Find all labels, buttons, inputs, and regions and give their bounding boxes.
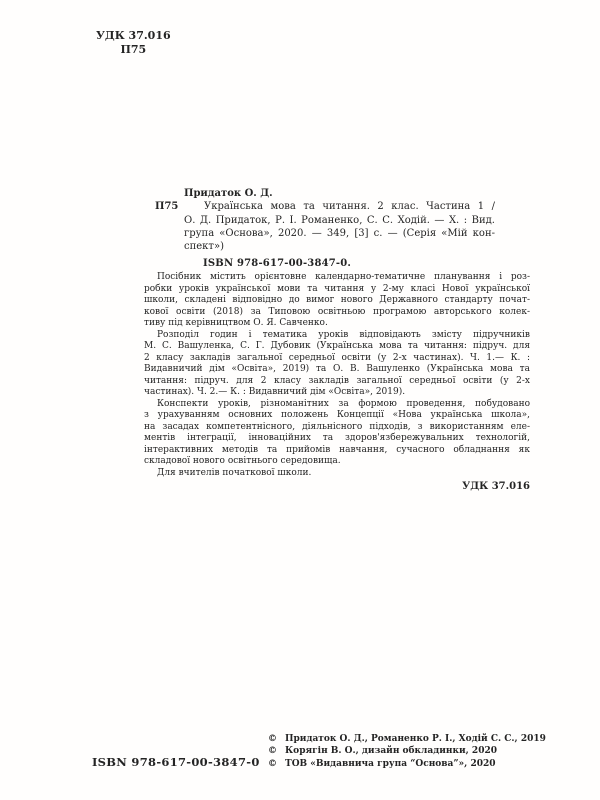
bibliographic-entry xyxy=(153,187,495,271)
annotation-line: робки уроків української мови та читання у 2-му класі Нової української xyxy=(144,283,530,294)
bib-line: група «Основа», 2020. — 349, [3] с. — (Серія «Мій кон- xyxy=(184,227,495,239)
copyright-icon: © xyxy=(268,746,277,757)
copyright-line xyxy=(268,758,546,770)
bib-description-lines xyxy=(184,200,495,253)
footer-isbn: ISBN 978-617-00-3847-0 xyxy=(92,755,260,769)
annotation-line: Конспекти уроків, різноманітних за формою проведення, побудовано xyxy=(157,398,530,409)
annotation-line: Для вчителів початкової школи. xyxy=(157,467,312,478)
annotation-line: на засадах компетентнісного, діяльнісного підходів, з використанням еле- xyxy=(144,421,530,432)
annotation-paragraph xyxy=(144,399,530,468)
bib-author-sign: П75 xyxy=(155,201,179,213)
udk-classification xyxy=(96,29,171,57)
annotation-line: ментів інтеграції, інноваційних та здоров'язбережувальних технологій, xyxy=(144,433,530,443)
annotation-line: тиву під керівництвом О. Я. Савченко. xyxy=(144,318,328,328)
annotation-line: складової нового освітнього середовища. xyxy=(144,456,341,466)
copyright-text: ТОВ «Видавнича група “Основа”», 2020 xyxy=(285,758,496,769)
copyright-line xyxy=(268,745,546,757)
copyright-icon: © xyxy=(268,758,277,769)
annotation-line: Посібник містить орієнтовне календарно-тематичне планування і роз- xyxy=(157,272,530,282)
annotation-line: інтерактивних методів та прийомів навчання, сучасного обладнання як xyxy=(144,444,530,455)
annotation-line: частинах). Ч. 2.— К. : Видавничий дім «Освіта», 2019). xyxy=(144,387,406,397)
annotation-line: кової освіти (2018) за Типовою освітньою програмою авторського колек- xyxy=(144,306,530,317)
copyright-text: Корягін В. О., дизайн обкладинки, 2020 xyxy=(285,746,497,757)
annotation-paragraphs xyxy=(144,272,530,479)
bib-author-heading: Придаток О. Д. xyxy=(184,188,273,199)
annotation-paragraph xyxy=(144,330,530,399)
udk-number-top: УДК 37.016 xyxy=(96,29,171,42)
author-sign-top: П75 xyxy=(120,43,147,56)
isbn-line: ISBN 978-617-00-3847-0. xyxy=(203,258,352,270)
copyright-icon: © xyxy=(268,734,277,744)
annotation-block xyxy=(144,272,530,493)
annotation-line: М. С. Вашуленка, С. Г. Дубовик (Українська мова та читання: підруч. для xyxy=(144,341,530,351)
annotation-line: з урахуванням основних положень Концепції «Нова українська школа», xyxy=(144,410,530,420)
annotation-paragraph xyxy=(144,468,530,480)
bib-line: Українська мова та читання. 2 клас. Частина 1 / xyxy=(204,201,495,213)
annotation-line: Видавничий дім «Освіта», 2019) та О. В. Вашуленко (Українська мова та xyxy=(144,364,530,374)
bib-body xyxy=(153,200,495,253)
annotation-line: читання: підруч. для 2 класу закладів загальної середньої освіти (у 2-х xyxy=(144,375,530,386)
copyright-line xyxy=(268,733,546,745)
annotation-line: 2 класу закладів загальної середньої освіти (у 2-х частинах). Ч. 1.— К. : xyxy=(144,352,530,363)
annotation-line: школи, складені відповідно до вимог нового Державного стандарту почат- xyxy=(144,295,530,305)
udk-number-bottom: УДК 37.016 xyxy=(462,481,530,492)
annotation-line: Розподіл годин і тематика уроків відповідають змісту підручників xyxy=(157,329,530,340)
bib-line: спект») xyxy=(184,241,224,253)
copyright-text: Придаток О. Д., Романенко Р. І., Ходій С. С., 2019 xyxy=(285,734,546,744)
copyright-block xyxy=(268,733,546,770)
bib-line: О. Д. Придаток, Р. І. Романенко, С. С. Ходій. — Х. : Вид. xyxy=(184,214,495,226)
annotation-paragraph xyxy=(144,272,530,330)
